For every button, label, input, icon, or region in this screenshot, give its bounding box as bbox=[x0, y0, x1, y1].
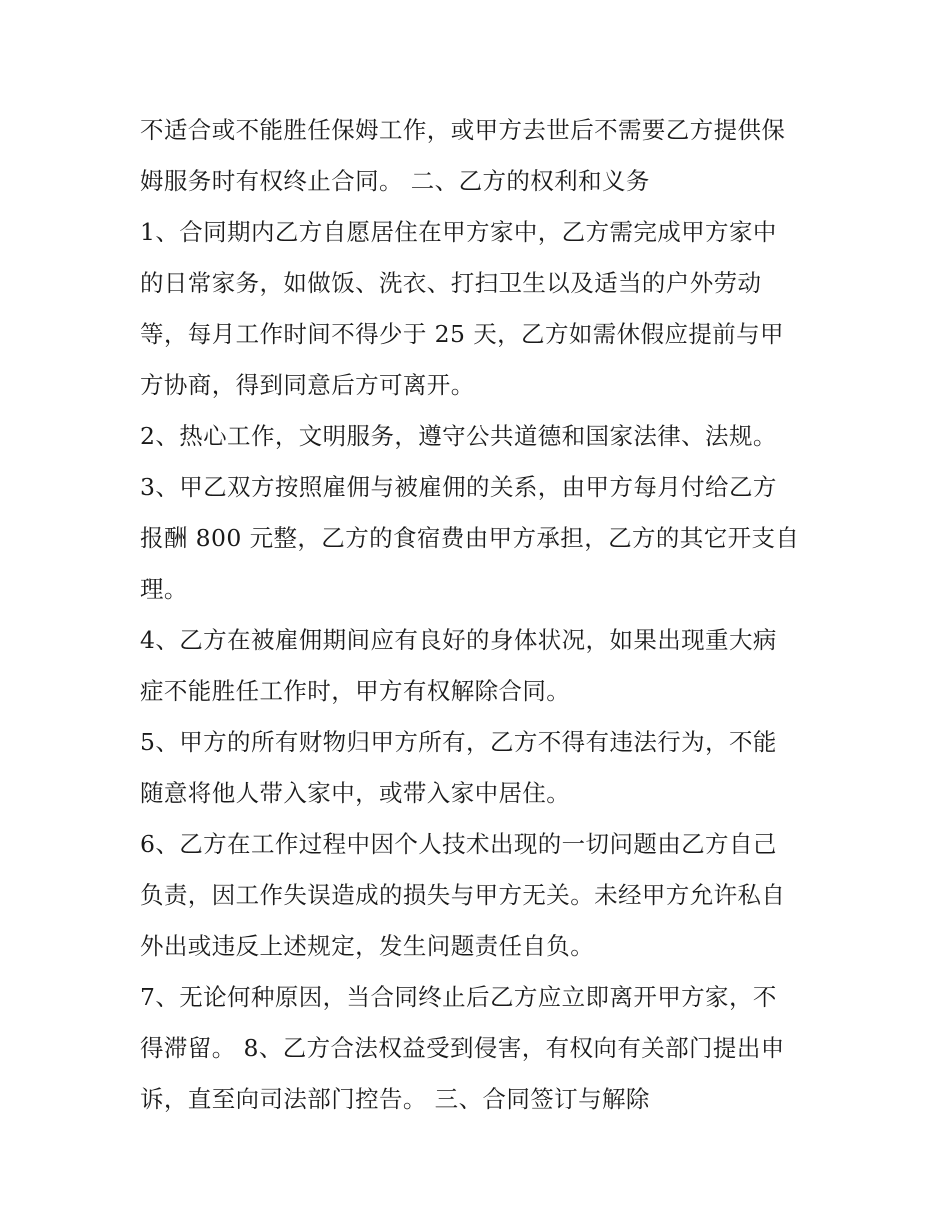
text-line: 不适合或不能胜任保姆工作，或甲方去世后不需要乙方提供保 bbox=[140, 116, 786, 144]
text-line: 姆服务时有权终止合同。 二、乙方的权利和义务 bbox=[140, 167, 650, 195]
text-line: 症不能胜任工作时，甲方有权解除合同。 bbox=[140, 677, 571, 705]
text-line: 理。 bbox=[140, 575, 188, 603]
text-line: 5、甲方的所有财物归甲方所有，乙方不得有违法行为，不能 bbox=[140, 728, 777, 756]
text-line: 随意将他人带入家中，或带入家中居住。 bbox=[140, 779, 571, 807]
text-line: 1、合同期内乙方自愿居住在甲方家中，乙方需完成甲方家中 bbox=[140, 218, 777, 246]
text-line: 方协商，得到同意后方可离开。 bbox=[140, 371, 475, 399]
text-line: 2、热心工作，文明服务，遵守公共道德和国家法律、法规。 bbox=[140, 422, 777, 450]
text-line: 3、甲乙双方按照雇佣与被雇佣的关系，由甲方每月付给乙方 bbox=[140, 473, 777, 501]
text-line: 的日常家务，如做饭、洗衣、打扫卫生以及适当的户外劳动 bbox=[140, 269, 762, 297]
document-body bbox=[140, 105, 830, 1125]
text-line: 7、无论何种原因，当合同终止后乙方应立即离开甲方家，不 bbox=[140, 983, 777, 1011]
text-line: 报酬 800 元整，乙方的食宿费由甲方承担，乙方的其它开支自 bbox=[140, 524, 800, 552]
text-line: 得滞留。 8、乙方合法权益受到侵害，有权向有关部门提出申 bbox=[140, 1034, 785, 1062]
text-line: 等，每月工作时间不得少于 25 天，乙方如需休假应提前与甲 bbox=[140, 320, 784, 348]
text-line: 4、乙方在被雇佣期间应有良好的身体状况，如果出现重大病 bbox=[140, 626, 777, 654]
text-line: 负责，因工作失误造成的损失与甲方无关。未经甲方允许私自 bbox=[140, 881, 786, 909]
text-line: 6、乙方在工作过程中因个人技术出现的一切问题由乙方自己 bbox=[140, 830, 777, 858]
text-line: 外出或违反上述规定，发生问题责任自负。 bbox=[140, 932, 595, 960]
text-line: 诉，直至向司法部门控告。 三、合同签订与解除 bbox=[140, 1085, 650, 1113]
